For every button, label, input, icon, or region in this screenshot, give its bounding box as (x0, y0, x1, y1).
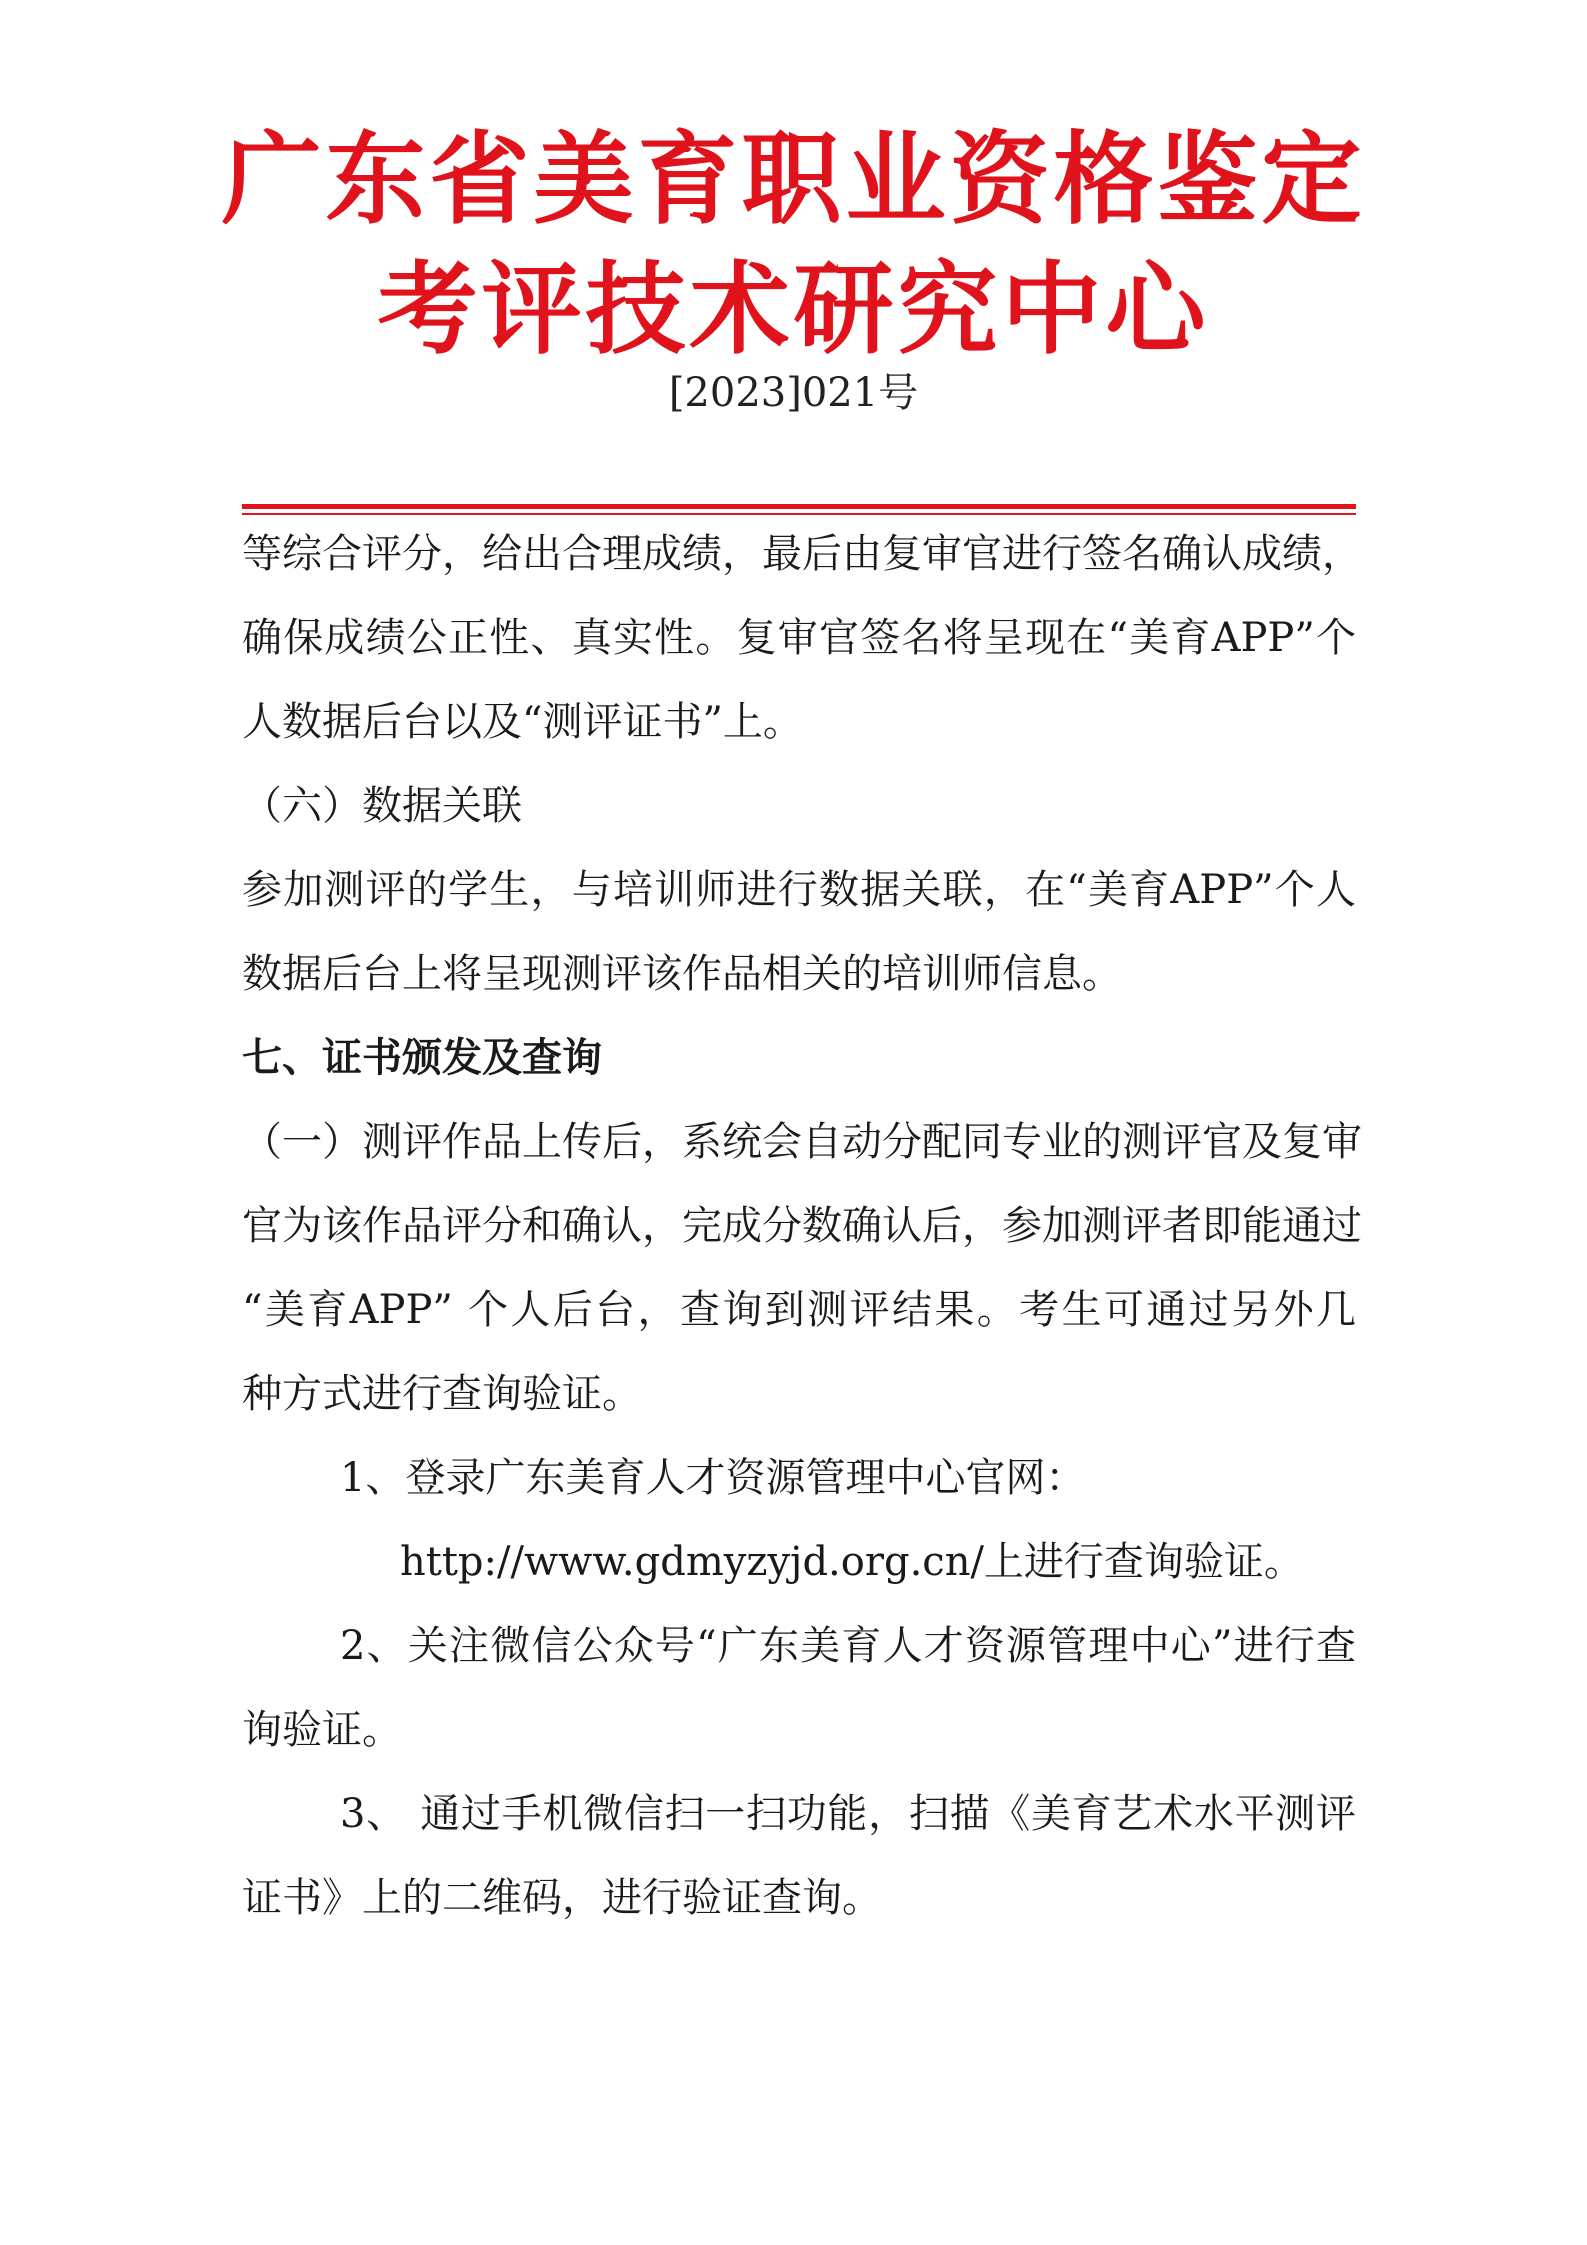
body-line: 官为该作品评分和确认，完成分数确认后，参加测评者即能通过 (242, 1203, 1362, 1249)
document-title-line-1: 广东省美育职业资格鉴定 (221, 121, 1366, 238)
list-item: 1、登录广东美育人才资源管理中心官网： (340, 1455, 1086, 1501)
document-number: [2023]021号 (668, 370, 919, 416)
document-title-line-2: 考评技术研究中心 (377, 251, 1210, 368)
body-line: 等综合评分，给出合理成绩，最后由复审官进行签名确认成绩， (242, 531, 1362, 577)
header-divider-thick (242, 504, 1356, 509)
list-item: 2、关注微信公众号“广东美育人才资源管理中心”进行查 (340, 1623, 1356, 1669)
website-url: http://www.gdmyzyjd.org.cn/上进行查询验证。 (400, 1539, 1304, 1585)
section-heading: 七、证书颁发及查询 (242, 1035, 602, 1081)
body-line: 询验证。 (242, 1707, 402, 1753)
body-line: 种方式进行查询验证。 (242, 1371, 642, 1417)
document-body (242, 512, 1362, 1940)
list-item: 3、 通过手机微信扫一扫功能，扫描《美育艺术水平测评 (340, 1791, 1356, 1837)
body-line: 证书》上的二维码，进行验证查询。 (242, 1875, 882, 1921)
body-line: 人数据后台以及“测评证书”上。 (242, 699, 803, 745)
body-line: 数据后台上将呈现测评该作品相关的培训师信息。 (242, 951, 1122, 997)
body-line: “美育APP” 个人后台，查询到测评结果。考生可通过另外几 (242, 1287, 1356, 1333)
subsection-heading: （六）数据关联 (242, 783, 522, 829)
body-line: 确保成绩公正性、真实性。复审官签名将呈现在“美育APP”个 (242, 615, 1356, 661)
body-line: （一）测评作品上传后，系统会自动分配同专业的测评官及复审 (242, 1119, 1362, 1165)
body-line: 参加测评的学生，与培训师进行数据关联，在“美育APP”个人 (242, 867, 1356, 913)
